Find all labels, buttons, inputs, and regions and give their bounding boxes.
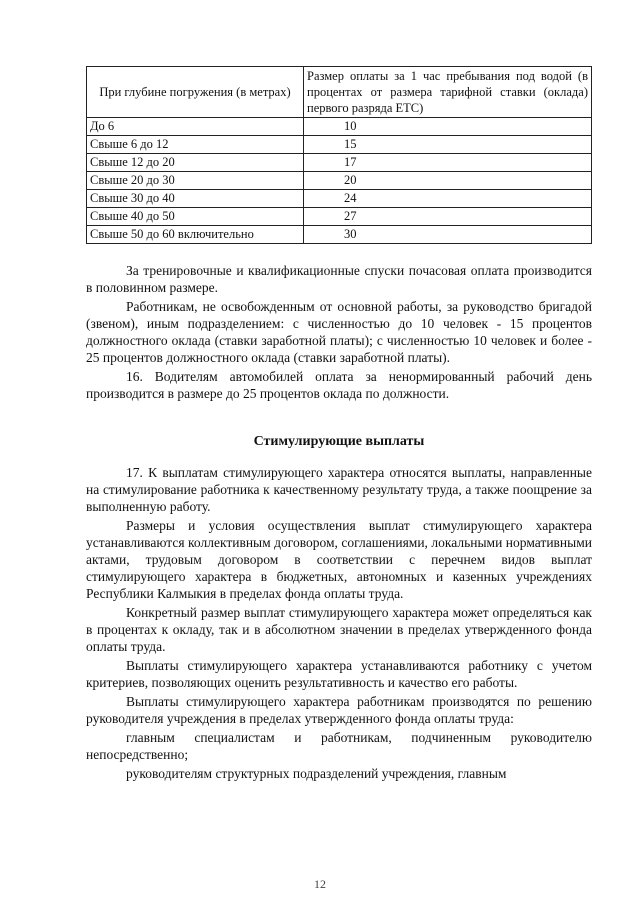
depth-cell: Свыше 40 до 50	[87, 208, 304, 226]
paragraph-incentive-decision: Выплаты стимулирующего характера работникам производятся по решению руководителя учреждения в пределах утвержденного фонда оплаты труда:	[86, 694, 592, 726]
table-header-row	[87, 67, 592, 118]
paragraph-chief-specialists: главным специалистам и работникам, подчиненным руководителю непосредственно;	[86, 730, 592, 762]
paragraph-brigade-leadership: Работникам, не освобожденным от основной работы, за руководство бригадой (звеном), иным подразделением: с численностью до 10 человек - 15 процентов должностного оклада (ставки заработной платы); с численностью 10 человек и более - 25 процентов должностного оклада (ставки заработной платы).	[86, 299, 592, 365]
paragraph-drivers: 16. Водителям автомобилей оплата за ненормированный рабочий день производится в размере до 25 процентов оклада по должности.	[86, 369, 592, 401]
rate-cell: 10	[304, 118, 592, 136]
page-number: 12	[314, 877, 326, 891]
rate-column-header: Размер оплаты за 1 час пребывания под водой (в процентах от размера тарифной ставки (оклада) первого разряда ЕТС)	[304, 67, 592, 118]
table-row	[87, 190, 592, 208]
table-row	[87, 172, 592, 190]
body-text-bottom	[86, 464, 592, 782]
table-row	[87, 118, 592, 136]
rate-cell: 30	[304, 226, 592, 244]
diving-pay-table	[86, 66, 592, 244]
paragraph-incentive-amount: Конкретный размер выплат стимулирующего характера может определяться как в процентах к окладу, так и в абсолютном значении в пределах утвержденного фонда оплаты труда.	[86, 605, 592, 654]
depth-cell: До 6	[87, 118, 304, 136]
paragraph-incentive-criteria: Выплаты стимулирующего характера устанавливаются работнику с учетом критериев, позволяющих оценить результативность и качество его работы.	[86, 658, 592, 690]
paragraph-unit-heads: руководителям структурных подразделений учреждения, главным	[126, 766, 507, 781]
table-row	[87, 208, 592, 226]
rate-cell: 24	[304, 190, 592, 208]
depth-cell: Свыше 30 до 40	[87, 190, 304, 208]
paragraph-incentive-conditions: Размеры и условия осуществления выплат стимулирующего характера устанавливаются коллективным договором, соглашениями, локальными нормативными актами, трудовым договором в соответствии с перечнем видов выплат стимулирующего характера в бюджетных, автономных и казенных учреждениях Республики Калмыкия в пределах фонда оплаты труда.	[86, 518, 592, 601]
depth-cell: Свыше 12 до 20	[87, 154, 304, 172]
paragraph-training-dives: За тренировочные и квалификационные спуски почасовая оплата производится в половинном размере.	[86, 263, 592, 295]
body-text-top	[86, 262, 592, 402]
table-row	[87, 154, 592, 172]
rate-cell: 27	[304, 208, 592, 226]
paragraph-incentive-definition: 17. К выплатам стимулирующего характера относятся выплаты, направленные на стимулирование работника к качественному результату труда, а также поощрение за выполненную работу.	[86, 465, 592, 514]
section-heading: Стимулирующие выплаты	[253, 434, 425, 449]
rate-cell: 20	[304, 172, 592, 190]
depth-cell: Свыше 50 до 60 включительно	[87, 226, 304, 244]
table-row	[87, 226, 592, 244]
rate-cell: 17	[304, 154, 592, 172]
depth-cell: Свыше 20 до 30	[87, 172, 304, 190]
rate-cell: 15	[304, 136, 592, 154]
table-row	[87, 136, 592, 154]
depth-column-header: При глубине погружения (в метрах)	[87, 67, 304, 118]
depth-cell: Свыше 6 до 12	[87, 136, 304, 154]
